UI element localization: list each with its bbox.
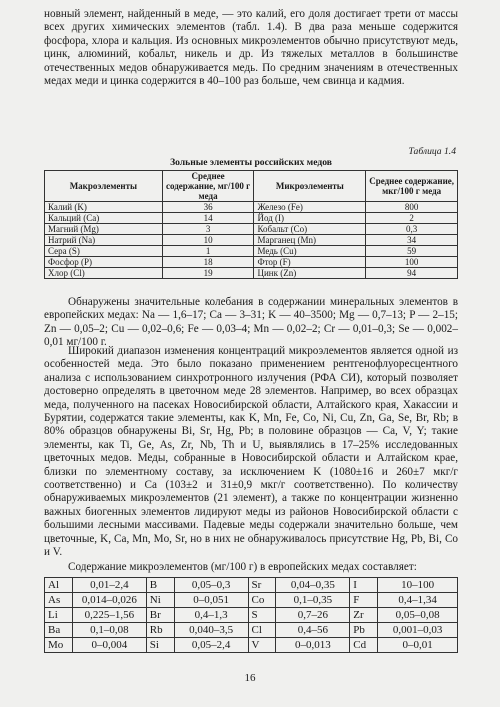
table-cell: 59 bbox=[366, 246, 458, 257]
element-symbol-cell: Cl bbox=[248, 623, 276, 638]
element-symbol-cell: Zr bbox=[350, 608, 378, 623]
element-symbol-cell: Br bbox=[146, 608, 174, 623]
table-cell: Кобальт (Co) bbox=[254, 224, 366, 235]
page-number: 16 bbox=[244, 672, 256, 684]
table-cell: Калий (K) bbox=[45, 202, 163, 213]
element-range-cell: 0,4–1,34 bbox=[378, 593, 458, 608]
table-cell: 36 bbox=[162, 202, 254, 213]
table-row bbox=[45, 257, 458, 268]
table-cell: 10 bbox=[162, 235, 254, 246]
table-cell: Цинк (Zn) bbox=[254, 268, 366, 279]
table-header-row bbox=[45, 171, 458, 202]
table-cell: 1 bbox=[162, 246, 254, 257]
table-cell: 2 bbox=[366, 213, 458, 224]
element-symbol-cell: Sr bbox=[248, 578, 276, 593]
element-symbol-cell: S bbox=[248, 608, 276, 623]
table-cell: Магний (Mg) bbox=[45, 224, 163, 235]
table-row bbox=[45, 268, 458, 279]
table-row bbox=[45, 213, 458, 224]
element-symbol-cell: Si bbox=[146, 638, 174, 653]
element-symbol-cell: Ba bbox=[45, 623, 73, 638]
table-row bbox=[45, 578, 458, 593]
table-cell: 18 bbox=[162, 257, 254, 268]
element-range-cell: 0,05–0,08 bbox=[378, 608, 458, 623]
table-row bbox=[45, 235, 458, 246]
element-symbol-cell: Li bbox=[45, 608, 73, 623]
table-cell: 0,3 bbox=[366, 224, 458, 235]
element-symbol-cell: Pb bbox=[350, 623, 378, 638]
element-range-cell: 0,04–0,35 bbox=[276, 578, 350, 593]
intro-paragraph: новный элемент, найденный в меде, — это калий, его доля достигает трети от массы всех других химических элементов (табл. 1.4). В два раза меньше содержится фосфора, хлора и кальция. Из основных микроэлементов обычно присутствуют медь, цинк, алюминий, кобальт, никель и др. Из тяжелых металлов в большинстве отечественных медов обнаруживается медь. По средним значениям в отечественных медах меди и цинка содержится в 40–100 раз больше, чем свинца и кадмия. bbox=[44, 8, 458, 88]
table-cell: Железо (Fe) bbox=[254, 202, 366, 213]
table-row bbox=[45, 608, 458, 623]
table-cell: Медь (Cu) bbox=[254, 246, 366, 257]
table-row bbox=[45, 224, 458, 235]
element-range-cell: 0,001–0,03 bbox=[378, 623, 458, 638]
table-cell: 3 bbox=[162, 224, 254, 235]
element-symbol-cell: Al bbox=[45, 578, 73, 593]
table-row bbox=[45, 202, 458, 213]
table-title: Зольные элементы российских медов bbox=[170, 157, 332, 168]
table-cell: 14 bbox=[162, 213, 254, 224]
element-symbol-cell: Rb bbox=[146, 623, 174, 638]
table-cell: Йод (I) bbox=[254, 213, 366, 224]
element-symbol-cell: Ni bbox=[146, 593, 174, 608]
element-range-cell: 0,1–0,08 bbox=[72, 623, 146, 638]
table-row bbox=[45, 638, 458, 653]
variation-paragraph: Обнаружены значительные колебания в содержании минеральных элементов в европейских медах: Na — 1,6–17; Ca — 3–31; K — 40–3500; Mg — 0,7–13; P — 2–15; Zn — 0,05–2; Cu — 0,02–0,6; Fe — 0,03–4; Mn — 0,02–2; Cr — 0,01–0,3; Se — 0,002–0,01 мг/100 г. bbox=[44, 296, 458, 349]
micro-intro-line: Содержание микроэлементов (мг/100 г) в европейских медах составляет: bbox=[68, 561, 417, 573]
table-cell: Хлор (Cl) bbox=[45, 268, 163, 279]
element-range-cell: 10–100 bbox=[378, 578, 458, 593]
element-range-cell: 0,7–26 bbox=[276, 608, 350, 623]
element-range-cell: 0–0,051 bbox=[174, 593, 248, 608]
table-cell: Натрий (Na) bbox=[45, 235, 163, 246]
table-cell: Сера (S) bbox=[45, 246, 163, 257]
element-range-cell: 0,01–2,4 bbox=[72, 578, 146, 593]
element-symbol-cell: V bbox=[248, 638, 276, 653]
xrf-paragraph: Широкий диапазон изменения концентраций микроэлементов является одной из особенностей меда. Это было показано применением рентгенофлуоресцентного анализа с использованием синхротронного излучения (РФА СИ), который позволяет достоверно определять в цветочном меде 28 элементов. Например, во всех образцах меда, полученного на пасеках Новосибирской области, Алтайского края, Хакассии и Бурятии, содержатся такие элементы, как K, Mn, Fe, Co, Ni, Cu, Zn, Ga, Se, Br, Rb; в 80% образцов обнаружены Bi, Sr, Hg, Pb; в половине образцов — Ca, V, Y; такие элементы, как Ti, Ge, As, Zr, Nb, Th и U, выявлялись в 17–25% исследованных цветочных медов. Меды, собранные в Новосибирской области и Алтайском крае, близки по элементному составу, за исключением K (1080±16 и 260±7 мкг/г соответственно) и Ca (103±2 и 31±0,9 мкг/г соответственно). По количеству обнаруживаемых микроэлементов (21 элемент), а также по концентрации жизненно важных биогенных элементов лидируют меды из районов Новосибирской области с большими лесными массивами. Падевые меды содержали значительно больше, чем цветочные, K, Ca, Mn, Mo, Sr, но в них не обнаруживалось присутствие Hg, Pb, Bi, Co и V. bbox=[44, 345, 458, 559]
element-range-cell: 0,1–0,35 bbox=[276, 593, 350, 608]
table-cell: 94 bbox=[366, 268, 458, 279]
element-range-cell: 0–0,01 bbox=[378, 638, 458, 653]
element-range-cell: 0,05–0,3 bbox=[174, 578, 248, 593]
header-micro: Микроэлементы bbox=[254, 171, 366, 202]
element-range-cell: 0–0,013 bbox=[276, 638, 350, 653]
header-micro-content: Среднее содержание, мкг/100 г меда bbox=[366, 171, 458, 202]
element-range-cell: 0,014–0,026 bbox=[72, 593, 146, 608]
element-range-cell: 0,4–56 bbox=[276, 623, 350, 638]
table-cell: 19 bbox=[162, 268, 254, 279]
table-cell: 34 bbox=[366, 235, 458, 246]
element-range-cell: 0–0,004 bbox=[72, 638, 146, 653]
table-cell: Фтор (F) bbox=[254, 257, 366, 268]
header-macro: Макроэлементы bbox=[45, 171, 163, 202]
ash-elements-table bbox=[44, 170, 458, 279]
table-row bbox=[45, 246, 458, 257]
element-symbol-cell: Co bbox=[248, 593, 276, 608]
table-cell: Марганец (Mn) bbox=[254, 235, 366, 246]
table-row bbox=[45, 593, 458, 608]
table-cell: Фосфор (P) bbox=[45, 257, 163, 268]
table-label: Таблица 1.4 bbox=[408, 146, 456, 157]
table-cell: 100 bbox=[366, 257, 458, 268]
element-range-cell: 0,040–3,5 bbox=[174, 623, 248, 638]
table-cell: Кальций (Ca) bbox=[45, 213, 163, 224]
element-range-cell: 0,4–1,3 bbox=[174, 608, 248, 623]
element-range-cell: 0,05–2,4 bbox=[174, 638, 248, 653]
table-row bbox=[45, 623, 458, 638]
element-symbol-cell: F bbox=[350, 593, 378, 608]
element-symbol-cell: Mo bbox=[45, 638, 73, 653]
header-macro-content: Среднее содержание, мг/100 г меда bbox=[162, 171, 254, 202]
element-symbol-cell: Cd bbox=[350, 638, 378, 653]
element-symbol-cell: As bbox=[45, 593, 73, 608]
table-cell: 800 bbox=[366, 202, 458, 213]
element-symbol-cell: I bbox=[350, 578, 378, 593]
microelements-table bbox=[44, 577, 458, 653]
element-range-cell: 0,225–1,56 bbox=[72, 608, 146, 623]
element-symbol-cell: B bbox=[146, 578, 174, 593]
